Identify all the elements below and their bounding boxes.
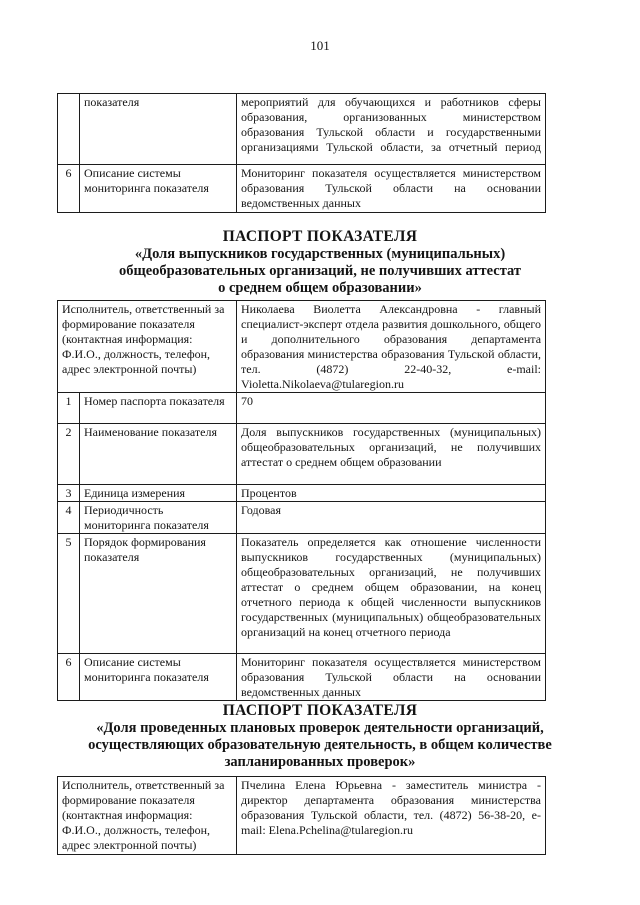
passport-title: ПАСПОРТ ПОКАЗАТЕЛЯ bbox=[222, 228, 418, 245]
table-row bbox=[58, 502, 546, 534]
row-label: Порядок формирования показателя bbox=[80, 534, 237, 654]
table-row bbox=[58, 165, 546, 213]
row-number bbox=[58, 94, 80, 165]
row-value: мероприятий для обучающихся и работников сферы образования, организованных министерством образования Тульской области и государственными организациями Тульской области, за отчетный период bbox=[237, 94, 546, 165]
row-value: 70 bbox=[237, 393, 546, 424]
passport-table bbox=[57, 300, 546, 701]
passport-subtitle-line: «Доля проведенных плановых проверок деятельности организаций, bbox=[96, 720, 544, 736]
passport-table bbox=[57, 776, 546, 855]
passport-subtitle-line: запланированных проверок» bbox=[224, 754, 416, 770]
page-number: 101 bbox=[310, 38, 330, 53]
row-label: Периодичность мониторинга показателя bbox=[80, 502, 237, 534]
passport-heading bbox=[0, 702, 640, 771]
passport-title: ПАСПОРТ ПОКАЗАТЕЛЯ bbox=[222, 702, 418, 719]
row-number: 5 bbox=[58, 534, 80, 654]
row-value: Доля выпускников государственных (муниципальных) общеобразовательных организаций, не получивших аттестат о среднем общем образовании bbox=[237, 424, 546, 485]
row-label: Описание системы мониторинга показателя bbox=[80, 165, 237, 213]
row-number: 6 bbox=[58, 165, 80, 213]
table-row bbox=[58, 654, 546, 701]
row-label: Единица измерения bbox=[80, 485, 237, 502]
table-row bbox=[58, 424, 546, 485]
row-value: Мониторинг показателя осуществляется министерством образования Тульской области на основании ведомственных данных bbox=[237, 654, 546, 701]
row-number: 1 bbox=[58, 393, 80, 424]
table-row bbox=[58, 393, 546, 424]
row-value: Мониторинг показателя осуществляется министерством образования Тульской области на основании ведомственных данных bbox=[237, 165, 546, 213]
row-number: 2 bbox=[58, 424, 80, 485]
passport-subtitle-line: общеобразовательных организаций, не получивших аттестат bbox=[119, 263, 521, 279]
passport-heading bbox=[0, 228, 640, 297]
row-label: Исполнитель, ответственный за формирование показателя (контактная информация: Ф.И.О., должность, телефон, адрес электронной почты) bbox=[58, 301, 237, 393]
passport-subtitle-line: о среднем общем образовании» bbox=[218, 280, 422, 296]
row-value: Годовая bbox=[237, 502, 546, 534]
row-number: 3 bbox=[58, 485, 80, 502]
table-row bbox=[58, 777, 546, 855]
row-number: 6 bbox=[58, 654, 80, 701]
table-row bbox=[58, 94, 546, 165]
row-value: Пчелина Елена Юрьевна - заместитель министра - директор департамента образования министерства образования Тульской области, тел. (4872) 56-38-20, e-mail: Elena.Pchelina@tularegion.ru bbox=[237, 777, 546, 855]
passport-subtitle-line: осуществляющих образовательную деятельность, в общем количестве bbox=[88, 737, 552, 753]
row-value: Показатель определяется как отношение численности выпускников государственных (муниципальных) общеобразовательных организаций, не получивших аттестат о среднем общем образовании, на конец отчетного периода к общей численности выпускников государственных (муниципальных) общеобразовательных организаций на конец отчетного периода bbox=[237, 534, 546, 654]
row-label: Номер паспорта показателя bbox=[80, 393, 237, 424]
row-label: Наименование показателя bbox=[80, 424, 237, 485]
row-label: Описание системы мониторинга показателя bbox=[80, 654, 237, 701]
table-row bbox=[58, 301, 546, 393]
row-label: Исполнитель, ответственный за формирование показателя (контактная информация: Ф.И.О., должность, телефон, адрес электронной почты) bbox=[58, 777, 237, 855]
continuation-table bbox=[57, 93, 546, 213]
table-row bbox=[58, 485, 546, 502]
table-row bbox=[58, 534, 546, 654]
row-value: Николаева Виолетта Александровна - главный специалист-эксперт отдела развития дошкольного, общего и дополнительного образования департамента образования министерства образования Тульской области, тел. (4872) 22-40-32, e-mail: Violetta.Nikolaeva@tularegion.ru bbox=[237, 301, 546, 393]
row-value: Процентов bbox=[237, 485, 546, 502]
row-label: показателя bbox=[80, 94, 237, 165]
passport-subtitle-line: «Доля выпускников государственных (муниципальных) bbox=[134, 246, 506, 262]
row-number: 4 bbox=[58, 502, 80, 534]
